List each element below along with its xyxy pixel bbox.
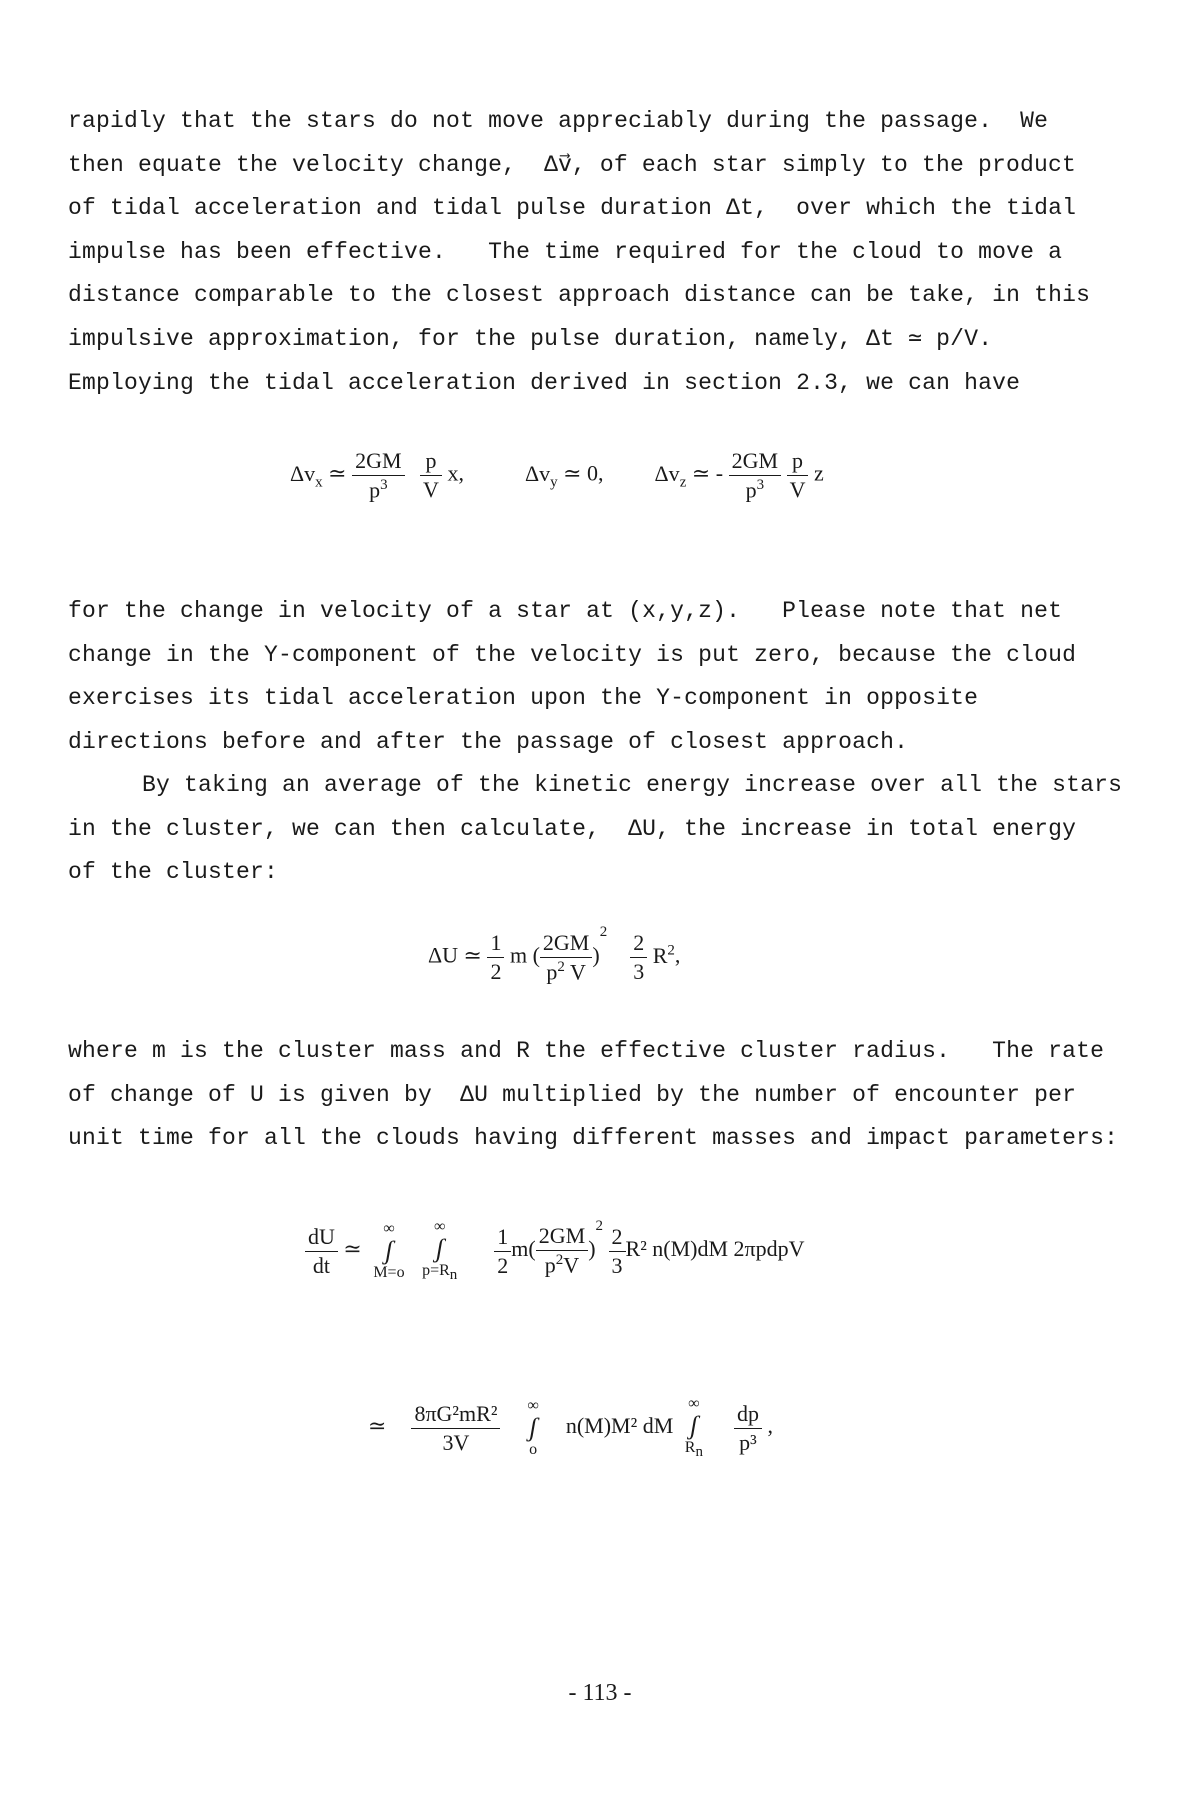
- eq2-frac-2GM-p2V: $\frac{2GM}{p^2 V}$: [540, 930, 592, 985]
- eq4-frac-coefficient: $\frac{\text{8πG²mR²}}{3V}$: [411, 1401, 500, 1456]
- eq2-close: ): [592, 942, 600, 968]
- eq1-frac-2GM-p3: $\frac{2GM}{p^3}$: [352, 448, 404, 503]
- equation-dU-dt: [305, 1218, 805, 1284]
- eq3-outer-exp: 2: [595, 1217, 604, 1234]
- paragraph-2: [68, 590, 1158, 764]
- eq3-frac-two-thirds: $\frac{2}{3}$: [609, 1224, 626, 1279]
- eq2-R: $R^2$: [652, 942, 675, 968]
- eq4-integral-M: ∞ ʃ o: [527, 1397, 539, 1459]
- text-line: Employing the tidal acceleration derived in section 2.3, we can have: [68, 369, 1021, 396]
- text-line: distance comparable to the closest approach distance can be take, in this: [68, 282, 1091, 309]
- eq3-frac-2GM-p2V: $\frac{2GM}{p^2V}$: [536, 1223, 588, 1278]
- text-line: where m is the cluster mass and R the effective cluster radius. The rate: [68, 1038, 1105, 1064]
- equation-velocity-change: [290, 448, 824, 503]
- eq2-lhs: ΔU ≃: [428, 942, 482, 968]
- eq4-comma: ,: [767, 1413, 773, 1439]
- eq1-approx: ≃: [328, 460, 347, 486]
- text-line: change in the Y-component of the velocity is put zero, because the cloud: [68, 641, 1077, 668]
- eq1-dvy-rhs: ≃ 0,: [563, 460, 604, 486]
- eq4-frac-dp-p3: $\frac{dp}{\text{p³}}$: [734, 1401, 762, 1456]
- text-line: By taking an average of the kinetic energy increase over all the stars: [142, 772, 1123, 798]
- text-line: exercises its tidal acceleration upon the Y-component in opposite: [68, 685, 979, 712]
- paragraph-4: [68, 1030, 1158, 1161]
- eq2-frac-half: $\frac{1}{2}$: [487, 930, 504, 985]
- eq3-integral-p: ∞ ʃ $p=R_n$: [422, 1218, 458, 1284]
- equation-dU-dt-simplified: [368, 1395, 773, 1461]
- eq2-comma: ,: [674, 942, 681, 968]
- eq2-frac-two-thirds: $\frac{2}{3}$: [630, 930, 647, 985]
- eq4-approx: ≃: [368, 1413, 387, 1439]
- eq4-mid: n(M)M² dM: [565, 1413, 674, 1439]
- eq1-var-x: x,: [447, 460, 464, 486]
- eq4-integral-p: ∞ ʃ $R_n$: [684, 1395, 703, 1461]
- eq1-frac-p-V: $\frac{p}{V}$: [420, 448, 442, 503]
- eq3-m: m(: [511, 1236, 536, 1262]
- eq3-approx: ≃: [343, 1236, 362, 1262]
- text-line: impulsive approximation, for the pulse duration, namely, Δt ≃ p/V.: [68, 325, 993, 352]
- eq1-frac-2GM-p3-z: $\frac{2GM}{p^3}$: [729, 448, 781, 503]
- eq1-dvx: $\Delta v_x$: [290, 460, 323, 491]
- text-line: of tidal acceleration and tidal pulse duration Δt, over which the tidal: [68, 195, 1077, 222]
- text-line: impulse has been effective. The time required for the cloud to move a: [68, 238, 1063, 265]
- eq1-dvz-sign: ≃ -: [691, 460, 724, 486]
- equation-delta-U: [428, 924, 681, 985]
- eq3-rest: R² n(M)dM 2πpdpV: [625, 1236, 805, 1262]
- paragraph-3: [68, 764, 1158, 895]
- text-line: of the cluster:: [68, 859, 279, 886]
- eq3-frac-dU-dt: $\frac{dU}{dt}$: [305, 1224, 338, 1279]
- eq1-dvy: $\Delta v_y$: [524, 460, 558, 491]
- page-number: - 113 -: [568, 1680, 632, 1706]
- paragraph-1: [68, 100, 1158, 405]
- eq2-outer-exp: 2: [599, 924, 608, 941]
- eq2-m: m (: [509, 942, 540, 968]
- text-line: directions before and after the passage of closest approach.: [68, 728, 909, 755]
- text-line: for the change in velocity of a star at (x,y,z). Please note that net: [68, 598, 1063, 624]
- text-line: rapidly that the stars do not move appreciably during the passage. We: [68, 108, 1049, 134]
- eq3-frac-half: $\frac{1}{2}$: [494, 1224, 511, 1279]
- eq1-var-z: z: [813, 460, 824, 486]
- eq3-integral-M: ∞ ʃ M=o: [373, 1220, 405, 1282]
- text-line: of change of U is given by ΔU multiplied by the number of encounter per: [68, 1081, 1077, 1108]
- eq1-dvz: $\Delta v_z$: [654, 460, 687, 491]
- eq1-frac-p-V-z: $\frac{p}{V}$: [787, 448, 809, 503]
- text-line: unit time for all the clouds having different masses and impact parameters:: [68, 1125, 1119, 1152]
- text-line: in the cluster, we can then calculate, ΔU, the increase in total energy: [68, 815, 1077, 842]
- text-line: then equate the velocity change, Δv⃗, of each star simply to the product: [68, 151, 1076, 178]
- eq3-close: ): [588, 1236, 596, 1262]
